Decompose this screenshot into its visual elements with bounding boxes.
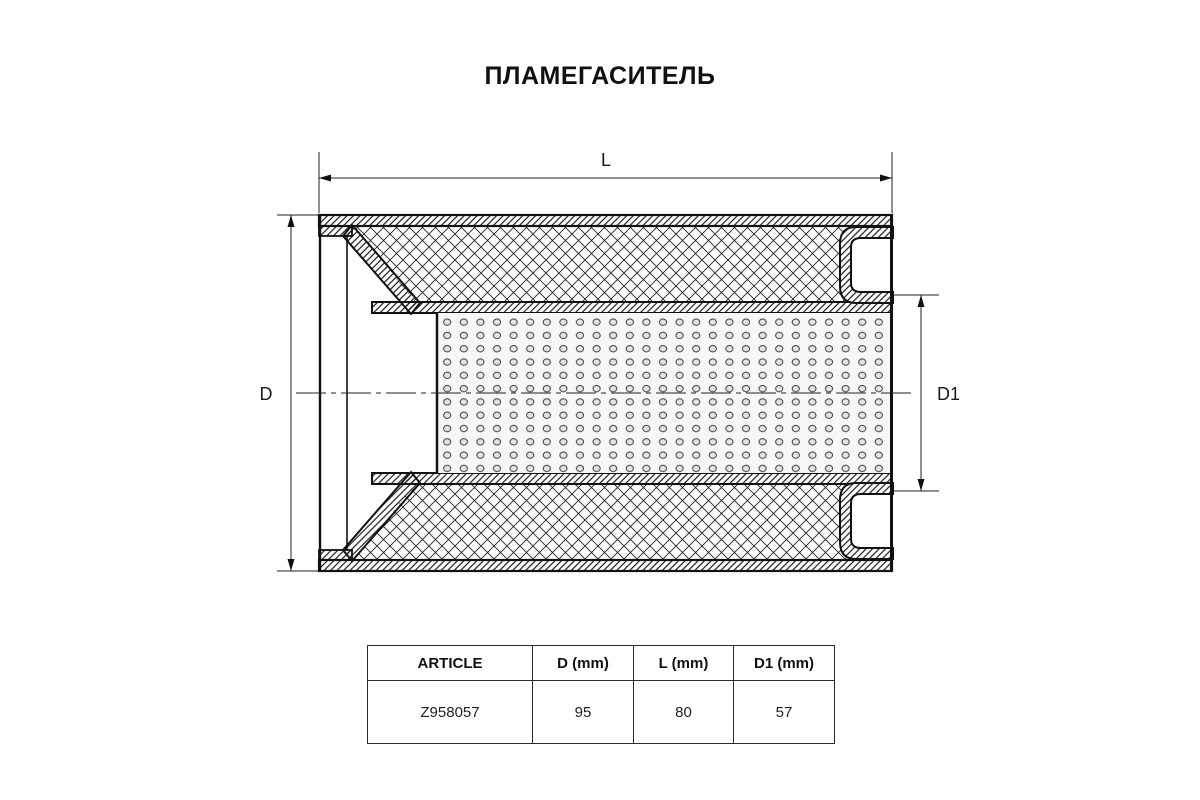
- arrow-D-bottom: [288, 559, 295, 571]
- dim-label-L: L: [600, 150, 612, 170]
- arrow-D-top: [288, 215, 295, 227]
- spec-table-header-row: [368, 646, 835, 681]
- inlet-flange-stub-bottom: [319, 550, 352, 560]
- arrow-D1-top: [918, 295, 925, 307]
- arrow-L-left: [319, 175, 331, 182]
- arrow-L-right: [880, 175, 892, 182]
- outer-shell-wall-bottom: [319, 560, 892, 571]
- insulation-fill-bottom: [354, 484, 892, 560]
- cell-d1-mm: 57: [734, 681, 835, 744]
- header-d-mm: D (mm): [533, 646, 634, 681]
- cell-d-mm: 95: [533, 681, 634, 744]
- insulation-fill-top: [354, 226, 892, 302]
- arrow-D1-bottom: [918, 479, 925, 491]
- outer-shell-wall-top: [319, 215, 892, 226]
- header-article: ARTICLE: [368, 646, 533, 681]
- cell-article: Z958057: [368, 681, 533, 744]
- spec-table-data-row: [368, 681, 835, 744]
- dim-label-D1: D1: [937, 384, 961, 404]
- spec-table: [367, 645, 835, 744]
- dim-label-D: D: [259, 384, 273, 404]
- header-d1-mm: D1 (mm): [734, 646, 835, 681]
- inner-tube-wall-bottom: [372, 473, 891, 484]
- header-l-mm: L (mm): [634, 646, 734, 681]
- inner-tube-wall-top: [372, 302, 891, 313]
- page-title: ПЛАМЕГАСИТЕЛЬ: [484, 62, 716, 90]
- inlet-flange-stub-top: [319, 226, 352, 236]
- cell-l-mm: 80: [634, 681, 734, 744]
